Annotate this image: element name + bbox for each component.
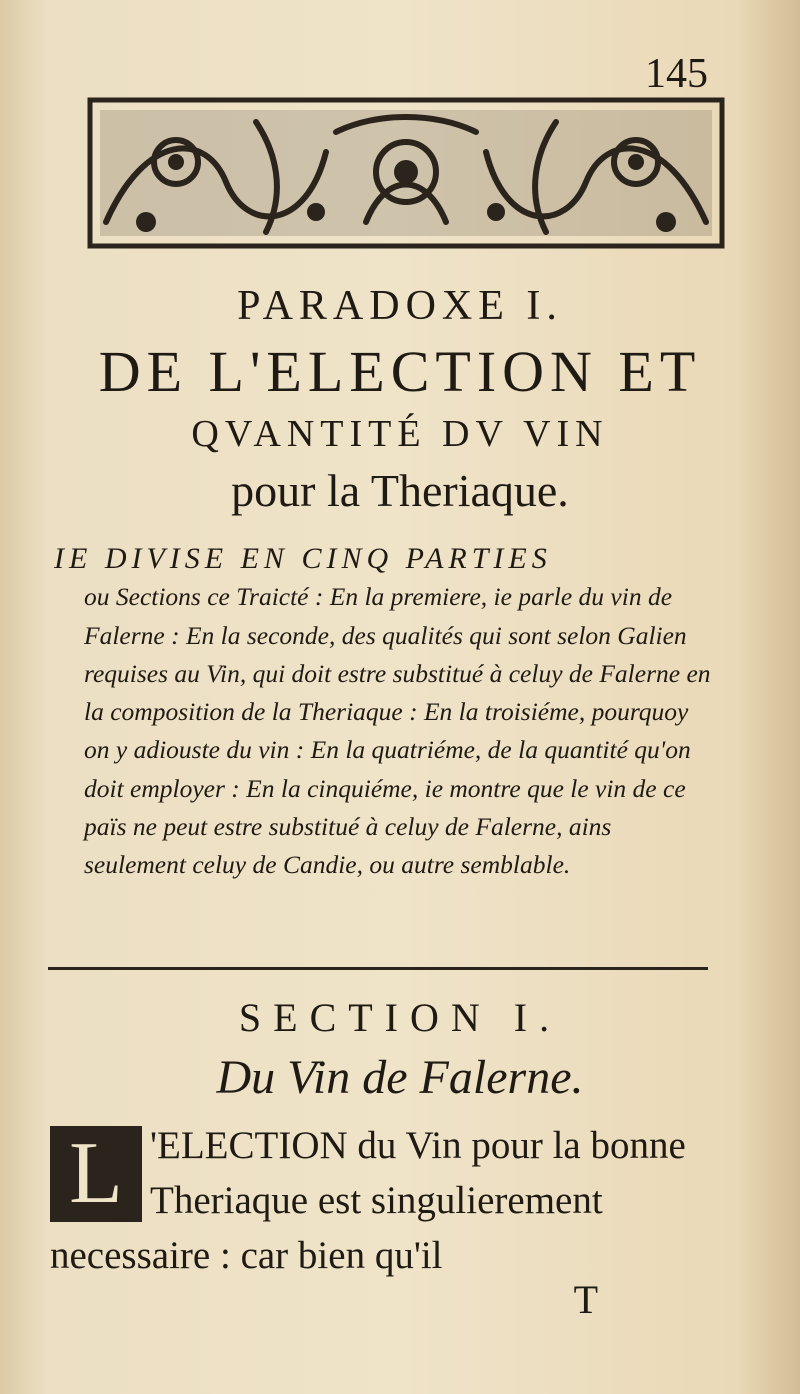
paradoxe-heading: PARADOXE I. bbox=[237, 283, 563, 329]
body-text: 'ELECTION du Vin pour la bonne Theriaque est singulierement necessaire : car bien qu'il bbox=[50, 1124, 686, 1277]
page-number: 145 bbox=[645, 51, 708, 97]
main-title: DE L'ELECTION ET bbox=[98, 339, 702, 404]
title-line-3: pour la Theriaque. bbox=[231, 465, 569, 516]
body-paragraph bbox=[50, 1118, 710, 1283]
section-title: SECTION I. bbox=[238, 995, 562, 1040]
section-subtitle: Du Vin de Falerne. bbox=[216, 1051, 584, 1104]
summary-first-line: IE DIVISE EN CINQ PARTIES bbox=[54, 542, 552, 575]
catchword: T bbox=[573, 1277, 598, 1322]
title-line-2: QVANTITÉ DV VIN bbox=[191, 413, 609, 455]
summary-paragraph bbox=[54, 540, 714, 885]
section-divider bbox=[48, 964, 708, 974]
ornamental-headpiece bbox=[86, 92, 726, 252]
dropcap-letter: L bbox=[50, 1126, 142, 1222]
summary-text: ou Sections ce Traicté : En la premiere, ie parle du vin de Falerne : En la seconde, des qualités qui sont selon Galien requises au Vin, qui doit estre substitué à celuy de Falerne en la composition de la Theriaque : En la troisiéme, pourquoy on y adiouste du vin : En la quatriéme, de la quantité qu'on doit employer : En la cinquiéme, ie montre que le vin de ce païs ne peut estre substitué à celuy de Falerne, ains seulement celuy de Candie, ou autre semblable. bbox=[84, 582, 711, 880]
